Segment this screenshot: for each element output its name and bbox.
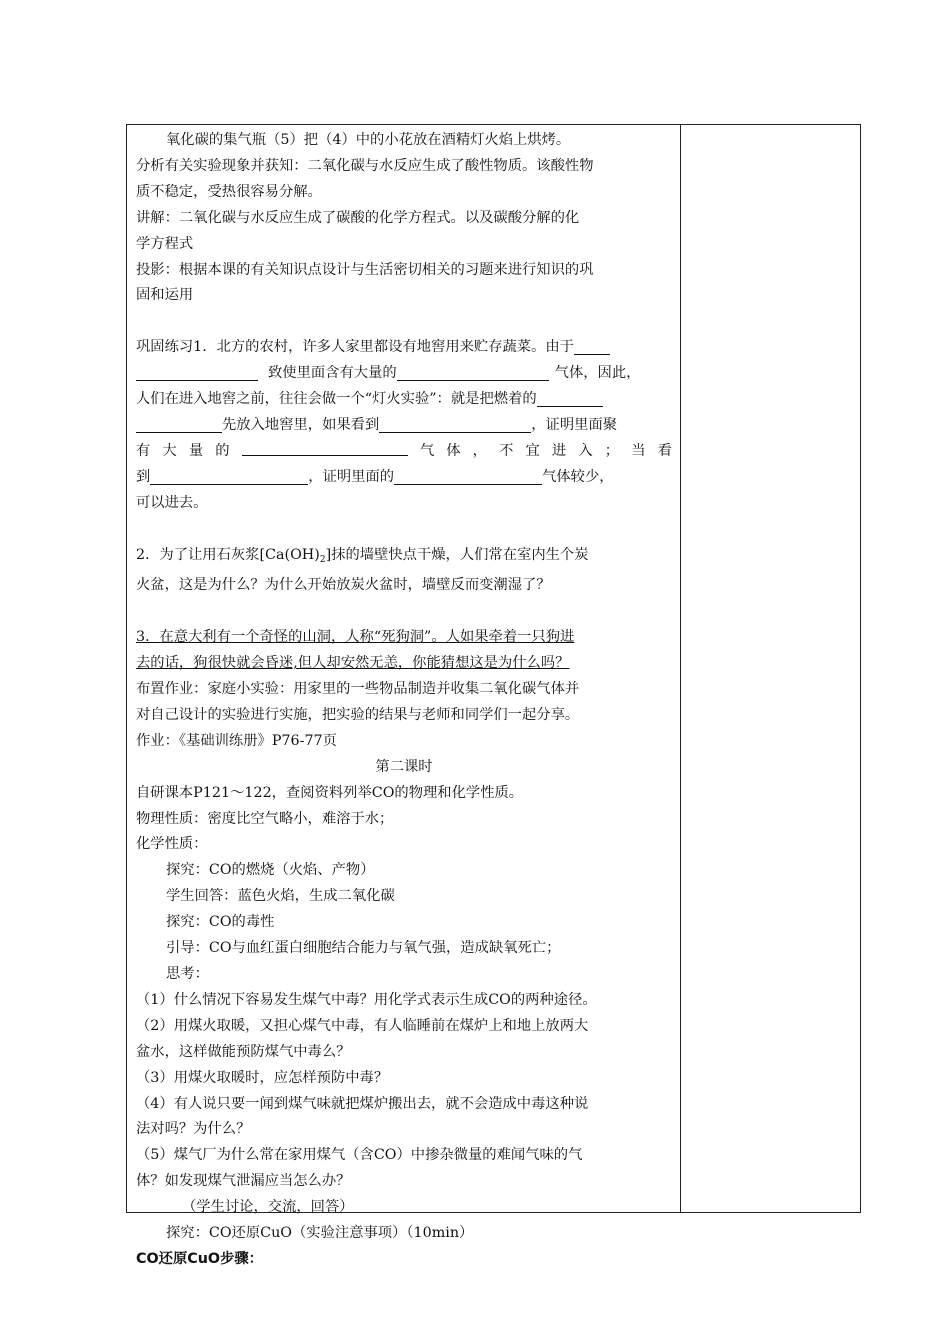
question-line: （3）用煤火取暖时，应怎样预防中毒？ bbox=[136, 1069, 389, 1086]
question-line: （1）什么情况下容易发生煤气中毒？用化学式表示生成CO的两种途径。 bbox=[136, 991, 597, 1008]
text-line: 学方程式 bbox=[136, 235, 194, 252]
fill-blank[interactable] bbox=[394, 468, 542, 485]
homework-line: 对自己设计的实验进行实施，把实验的结果与老师和同学们一起分享。 bbox=[136, 706, 580, 723]
steps-heading: CO还原CuO步骤： bbox=[136, 1250, 263, 1267]
lesson-content bbox=[136, 128, 672, 1273]
exercise-1-line: 人们在进入地窖之前，往往会做一个“灯火实验”：就是把燃着的 bbox=[136, 387, 672, 413]
fill-blank[interactable] bbox=[379, 416, 531, 433]
text-line: 物理性质：密度比空气略小，难溶于水； bbox=[136, 810, 394, 827]
question-line: （4）有人说只要一闻到煤气味就把煤炉搬出去，就不会造成中毒这种说 bbox=[136, 1095, 589, 1112]
text-line: 探究：CO还原CuO（实验注意事项）（10min） bbox=[166, 1225, 474, 1242]
blank-line bbox=[136, 309, 672, 335]
exercise-2-line: 2．为了让用石灰浆$[Ca(OH)_2]$抹的墙壁快点干燥，人们常在室内生个炭 bbox=[136, 546, 589, 565]
exercise-3-line: 去的话，狗很快就会昏迷,但人却安然无恙，你能猜想这是为什么吗？ bbox=[136, 655, 570, 672]
text-line: 讲解：二氧化碳与水反应生成了碳酸的化学方程式。以及碳酸分解的化 bbox=[136, 209, 580, 226]
text-line: 学生回答：蓝色火焰，生成二氧化碳 bbox=[166, 888, 395, 905]
text-line: （学生讨论，交流，回答） bbox=[182, 1199, 354, 1216]
fill-blank[interactable] bbox=[242, 439, 408, 456]
homework-line: 作业：《基础训练册》P76-77页 bbox=[136, 732, 337, 749]
exercise-1-line: 有 大 量 的 气 体 ， 不 宜 进 入 ； 当 看 bbox=[136, 439, 672, 465]
text-line: 可以进去。 bbox=[136, 494, 208, 511]
exercise-1-line: 致使里面含有大量的 气体，因此， bbox=[136, 361, 672, 387]
fill-blank[interactable] bbox=[136, 364, 258, 381]
fill-blank[interactable] bbox=[574, 338, 610, 355]
fill-blank[interactable] bbox=[537, 390, 603, 407]
exercise-1-line: 先放入地窖里，如果看到 ，证明里面聚 bbox=[136, 413, 672, 439]
text-line: 化学性质： bbox=[136, 836, 208, 853]
fill-blank[interactable] bbox=[150, 468, 308, 485]
fill-blank[interactable] bbox=[136, 416, 222, 433]
text-line: 探究：CO的燃烧（火焰、产物） bbox=[166, 862, 375, 879]
exercise-3-line: 3．在意大利有一个奇怪的山洞，人称“死狗洞”。人如果牵着一只狗进 bbox=[136, 629, 575, 646]
exercise-2-line: 火盆，这是为什么？为什么开始放炭火盆时，墙壁反而变潮湿了？ bbox=[136, 577, 551, 594]
question-line: 法对吗？为什么？ bbox=[136, 1121, 251, 1138]
text-line: 引导：CO与血红蛋白细胞结合能力与氧气强，造成缺氧死亡； bbox=[166, 940, 561, 957]
section-title: 第二课时 bbox=[375, 758, 433, 775]
text-line: 固和运用 bbox=[136, 287, 194, 304]
text-line: 探究：CO的毒性 bbox=[166, 914, 275, 931]
homework-line: 布置作业：家庭小实验：用家里的一些物品制造并收集二氧化碳气体并 bbox=[136, 681, 580, 698]
table-column-divider bbox=[680, 124, 681, 1213]
text-line: 分析有关实验现象并获知：二氧化碳与水反应生成了酸性物质。该酸性物 bbox=[136, 157, 594, 174]
question-line: （2）用煤火取暖，又担心煤气中毒，有人临睡前在煤炉上和地上放两大 bbox=[136, 1017, 589, 1034]
exercise-1-line: 巩固练习1．北方的农村，许多人家里都设有地窖用来贮存蔬菜。由于 bbox=[136, 335, 672, 361]
question-line: （5）煤气厂为什么常在家用煤气（含CO）中掺杂微量的难闻气味的气 bbox=[136, 1147, 583, 1164]
text-line: 质不稳定，受热很容易分解。 bbox=[136, 183, 322, 200]
text-line: 氧化碳的集气瓶（5）把（4）中的小花放在酒精灯火焰上烘烤。 bbox=[166, 132, 571, 148]
question-line: 体？如发现煤气泄漏应当怎么办？ bbox=[136, 1173, 351, 1190]
blank-line bbox=[136, 517, 672, 543]
text-line: 自研课本P121～122，查阅资料列举CO的物理和化学性质。 bbox=[136, 784, 524, 801]
text-line: 投影：根据本课的有关知识点设计与生活密切相关的习题来进行知识的巩 bbox=[136, 261, 594, 278]
fill-blank[interactable] bbox=[397, 364, 549, 381]
question-line: 盆水，这样做能预防煤气中毒么？ bbox=[136, 1043, 351, 1060]
text-line: 思考： bbox=[166, 966, 209, 982]
blank-line bbox=[136, 599, 672, 625]
exercise-1-line: 到 ，证明里面的 气体较少， bbox=[136, 468, 614, 485]
